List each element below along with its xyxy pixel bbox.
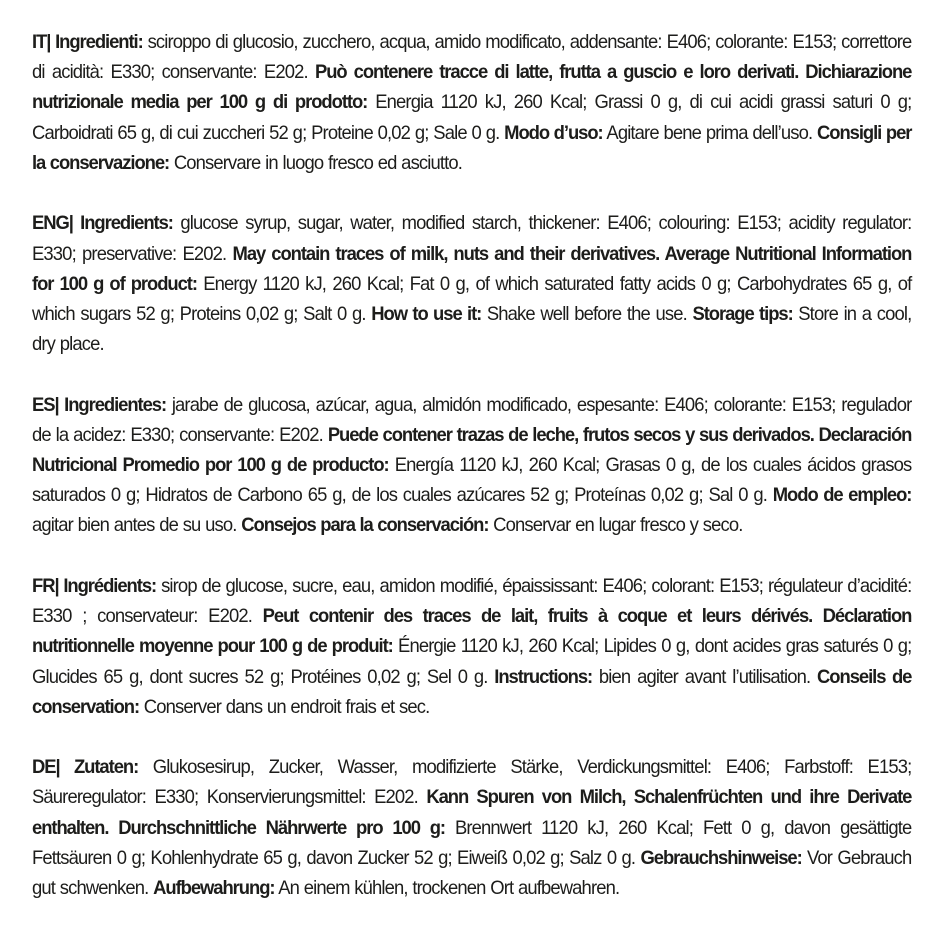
es-text: Energía 1120 kJ, 260 Kcal; Grasas 0 g, de los cuales ácidos grasos saturados 0 g; Hidratos de Carbono 65 g, de los cuales azúcares 52 g; Proteínas 0,02 g; Sal 0 g. [32,455,912,507]
section-it [32,28,911,179]
eng-bold-text: May contain traces of milk, nuts and their derivatives. Average Nutritional Information for 100 g of product: [32,243,912,295]
es-text: Conservar en lugar fresco y seco. [488,515,743,537]
es-bold-text: Modo de empleo: [772,485,912,507]
it-text: Agitare bene prima dell’uso. [602,122,818,144]
es-bold-text: Puede contener trazas de leche, frutos secos y sus derivados. Declaración Nutricional Promedio por 100 g de producto: [32,424,912,477]
de-text: Vor Gebrauch gut schwenken. [32,847,912,900]
label-text-document [32,28,911,935]
it-text: sciroppo di glucosio, zucchero, acqua, amido modificato, addensante: E406; colorante: E153; correttore di acidità: E330; conservante: E202. [32,32,912,84]
it-bold-text: Consigli per la conservazione: [32,122,912,174]
de-bold-text: Gebrauchshinweise: [640,847,802,869]
eng-bold-text: Storage tips: [692,303,793,325]
it-bold-text: Può contenere tracce di latte, frutta a guscio e loro derivati. Dichiarazione nutrizionale media per 100 g di prodotto: [32,62,912,114]
de-bold-text: Kann Spuren von Milch, Schalenfrüchten und ihre Derivate enthalten. Durchschnittliche Nährwerte pro 100 g: [32,787,912,839]
es-bold-text: Consejos para la conservación: [241,515,489,537]
fr-heading: FR| Ingrédients: [32,575,157,597]
eng-heading: ENG| Ingredients: [32,213,173,235]
it-bold-text: Modo d’uso: [504,122,603,144]
de-text: An einem kühlen, trockenen Ort aufbewahren. [274,878,620,900]
eng-text: Store in a cool, dry place. [32,303,912,356]
de-heading: DE| Zutaten: [32,757,139,779]
fr-text: sirop de glucose, sucre, eau, amidon modifié, épaississant: E406; colorant: E153; régulateur d’acidité: E330 ; conservateur: E202. [32,575,912,628]
fr-bold-text: Conseils de conservation: [32,666,912,718]
it-text: Conservare in luogo fresco ed asciutto. [169,152,463,174]
fr-bold-text: Instructions: [494,666,593,688]
es-heading: ES| Ingredientes: [32,394,167,416]
de-text: Glukosesirup, Zucker, Wasser, modifizierte Stärke, Verdickungsmittel: E406; Farbstoff: E153; Säureregulator: E330; Konservierungsmittel: E202. [32,757,912,809]
eng-text: Shake well before the use. [481,303,693,325]
eng-text: glucose syrup, sugar, water, modified starch, thickener: E406; colouring: E153; acidity regulator: E330; preservative: E202. [32,213,912,265]
section-fr [32,572,911,723]
it-heading: IT| Ingredienti: [32,32,143,53]
fr-text: Conserver dans un endroit frais et sec. [139,696,430,718]
eng-text: Energy 1120 kJ, 260 Kcal; Fat 0 g, of which saturated fatty acids 0 g; Carbohydrates 65 g, of which sugars 52 g; Proteins 0,02 g; Salt 0 g. [32,273,912,325]
fr-text: bien agiter avant l’utilisation. [592,666,818,688]
de-text: Brennwert 1120 kJ, 260 Kcal; Fett 0 g, davon gesättigte Fettsäuren 0 g; Kohlenhydrate 65 g, davon Zucker 52 g; Eiweiß 0,02 g; Salz 0 g. [32,817,912,869]
fr-bold-text: Peut contenir des traces de lait, fruits à coque et leurs dérivés. Déclaration nutritionnelle moyenne pour 100 g de produit: [32,606,912,658]
es-text: agitar bien antes de su uso. [32,515,242,537]
section-eng [32,209,911,360]
section-de [32,753,911,904]
de-bold-text: Aufbewahrung: [153,878,275,900]
section-es [32,391,911,542]
it-text: Energia 1120 kJ, 260 Kcal; Grassi 0 g, di cui acidi grassi saturi 0 g; Carboidrati 65 g, di cui zuccheri 52 g; Proteine 0,02 g; Sale 0 g. [32,92,912,144]
es-text: jarabe de glucosa, azúcar, agua, almidón modificado, espesante: E406; colorante: E153; regulador de la acidez: E330; conservante: E202. [32,394,912,446]
fr-text: Énergie 1120 kJ, 260 Kcal; Lipides 0 g, dont acides gras saturés 0 g; Glucides 65 g, dont sucres 52 g; Protéines 0,02 g; Sel 0 g. [32,636,912,688]
eng-bold-text: How to use it: [371,303,482,325]
